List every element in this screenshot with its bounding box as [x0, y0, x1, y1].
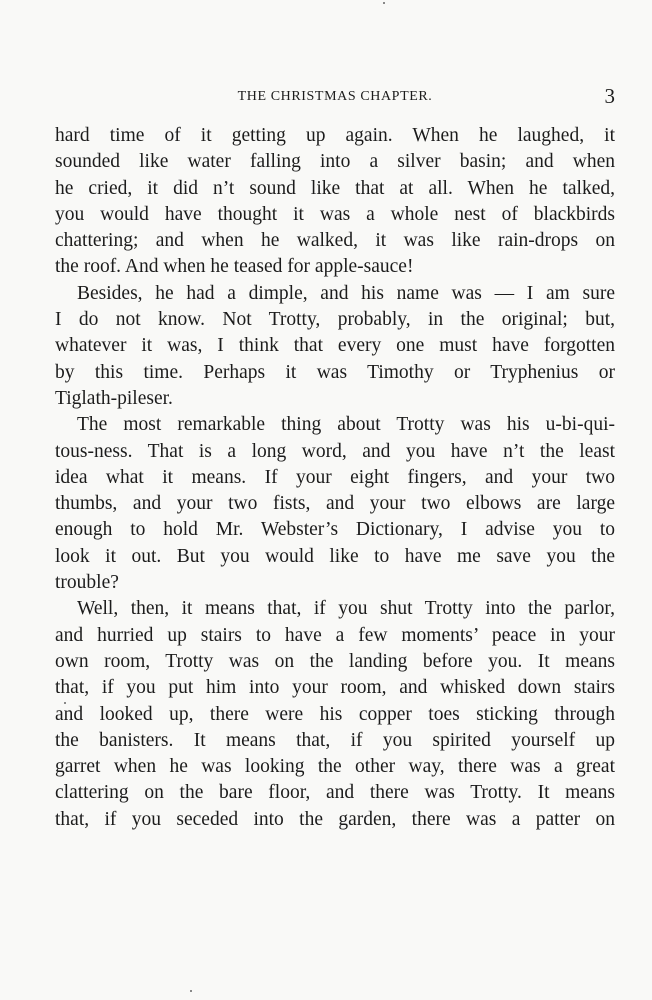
text-line: that, if you seceded into the garden, there was a patter on	[55, 808, 615, 830]
running-head	[55, 84, 615, 110]
text-line: garret when he was looking the other way, there was a great	[55, 756, 615, 778]
text-line: hard time of it getting up again. When he laughed, it	[55, 125, 615, 146]
text-line: the banisters. It means that, if you spirited yourself up	[55, 729, 615, 751]
text-line: he cried, it did n’t sound like that at all. When he talked,	[55, 177, 615, 199]
ink-speck	[190, 990, 192, 992]
text-line: trouble?	[55, 572, 119, 594]
text-line: tous-ness. That is a long word, and you have n’t the least	[55, 440, 615, 462]
text-line: and hurried up stairs to have a few moments’ peace in your	[55, 624, 615, 646]
text-line: clattering on the bare floor, and there was Trotty. It means	[55, 782, 615, 804]
text-line: by this time. Perhaps it was Timothy or Tryphenius or	[55, 361, 615, 383]
paragraph-first-line: The most remarkable thing about Trotty was his u-bi-qui-	[77, 414, 615, 436]
page-number: 3	[604, 84, 615, 108]
text-line: Tiglath-pileser.	[55, 387, 173, 409]
text-line: I do not know. Not Trotty, probably, in the original; but,	[55, 309, 615, 331]
ink-speck	[64, 702, 66, 704]
text-line: sounded like water falling into a silver basin; and when	[55, 151, 615, 173]
text-line: the roof. And when he teased for apple-sauce!	[55, 256, 414, 278]
text-line: whatever it was, I think that every one must have forgotten	[55, 335, 615, 357]
text-line: idea what it means. If your eight fingers, and your two	[55, 466, 615, 488]
paragraph-first-line: Besides, he had a dimple, and his name was — I am sure	[77, 282, 615, 304]
text-line: and looked up, there were his copper toes sticking through	[55, 703, 615, 725]
paragraph-first-line: Well, then, it means that, if you shut Trotty into the parlor,	[77, 598, 615, 620]
text-line: thumbs, and your two fists, and your two elbows are large	[55, 493, 615, 515]
text-line: you would have thought it was a whole nest of blackbirds	[55, 203, 615, 225]
running-title: THE CHRISTMAS CHAPTER.	[237, 89, 433, 104]
ink-speck	[383, 2, 385, 4]
text-line: look it out. But you would like to have me save you the	[55, 545, 615, 567]
body-text	[55, 123, 615, 833]
text-line: chattering; and when he walked, it was like rain-drops on	[55, 230, 615, 252]
text-line: that, if you put him into your room, and whisked down stairs	[55, 677, 615, 699]
text-line: enough to hold Mr. Webster’s Dictionary, I advise you to	[55, 519, 615, 541]
text-line: own room, Trotty was on the landing before you. It means	[55, 650, 615, 672]
